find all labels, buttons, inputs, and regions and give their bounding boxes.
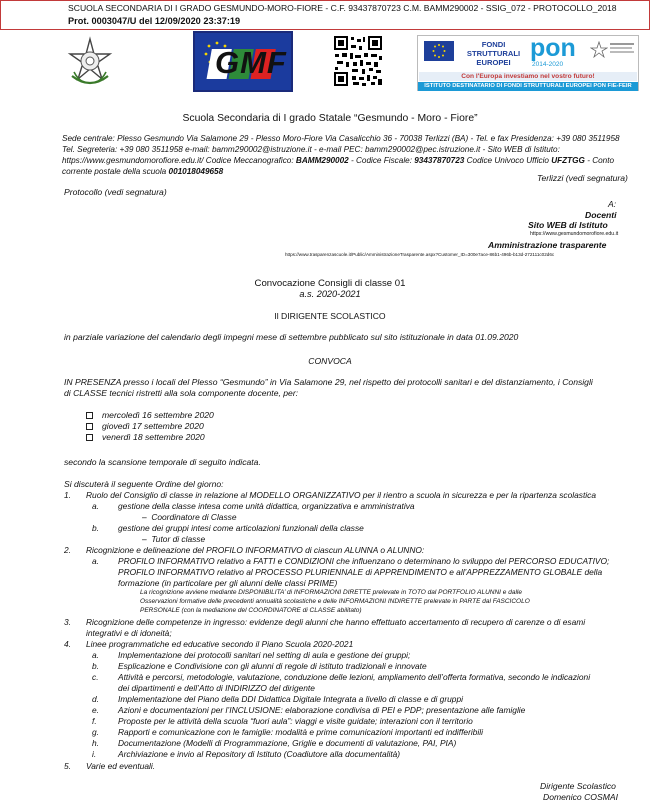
date-item: venerdì 18 settembre 2020 (86, 432, 205, 442)
agenda-note-3: PERSONALE (con la mediazione del COORDINATORE di CLASSE abilitato) (140, 607, 362, 614)
agenda-item-2: 2. Ricognizione e delineazione del PROFILO INFORMATIVO di ciascun ALUNNA o ALUNNO: (64, 545, 425, 555)
agenda-item-4: 4. Linee programmatiche ed educative secondo il Piano Scuola 2020-2021 (64, 639, 354, 649)
agenda-item-2a-line-3: formazione (in particolare per gli alunni delle classi PRIME) (118, 578, 338, 588)
school-info-line-2: Tel. Segreteria: +39 080 3511958 e-mail: bamm290002@istruzione.it - e-mail PEC: bamm290002@pec.istruzione.it - Sito WEB di Istituto: (62, 145, 560, 154)
pon-caption: ISTITUTO DESTINATARIO DI FONDI STRUTTURALI EUROPEI PON FIE-FEIR (424, 82, 632, 89)
agenda-item-1a-sub: – Coordinatore di Classe (142, 512, 237, 522)
agenda-intro: Si discuterà il seguente Ordine del giorno: (64, 479, 224, 489)
pon-logo-text: pon (530, 34, 576, 62)
agenda-item-1: 1. Ruolo del Consiglio di classe in relazione al MODELLO ORGANIZZATIVO per il rientro a scuola in sicurezza e per la ripartenza scolastica (64, 490, 596, 500)
agenda-subitem: h. Documentazione (Modelli di Programmazione, Griglie e documenti di valutazione, PAI, PIA) (92, 738, 457, 748)
date-item: mercoledì 16 settembre 2020 (86, 410, 214, 420)
date-item: giovedì 17 settembre 2020 (86, 421, 204, 431)
agenda-item-3-line-2: integrativi e di idoneità; (86, 628, 172, 638)
pon-banner (417, 35, 639, 91)
agenda-subitem: d. Implementazione del Piano della DDI Didattica Digitale Integrata a livello di classe e di gruppi (92, 694, 463, 704)
signature-role: Dirigente Scolastico (540, 781, 616, 791)
place-date: Terlizzi (vedi segnatura) (537, 173, 628, 183)
eu-flag-icon (424, 41, 454, 61)
gmf-logo (193, 31, 293, 92)
agenda-item-5: 5. Varie ed eventuali. (64, 761, 156, 771)
recipient-docenti: Docenti (585, 210, 617, 220)
fondi-title: FONDI STRUTTURALI EUROPEI (466, 40, 521, 67)
agenda-subitem: g. Rapporti e comunicazione con le famiglie: modalità e prime comunicazioni importanti ed indifferibili (92, 727, 483, 737)
recipient-sito: Sito WEB di Istituto (528, 220, 608, 230)
protocol-line-1: SCUOLA SECONDARIA DI I GRADO GESMUNDO-MORO-FIORE - C.F. 93437870723 C.M. BAMM290002 - SSIG_072 - PROTOCOLLO_2018 (68, 3, 617, 13)
school-info-line-4: corrente postale della scuola 001018049658 (62, 167, 224, 176)
agenda-item-1b-sub: – Tutor di classe (142, 534, 206, 544)
agenda-subitem: dei dipartimenti e dell’Atto di INDIRIZZO del dirigente (118, 683, 315, 693)
pon-years: 2014-2020 (532, 61, 564, 68)
agenda-item-2a: a. PROFILO INFORMATIVO relativo a FATTI e CONDIZIONI che influenzano o determinano lo sviluppo del PERCORSO EDUCATIVO; (92, 556, 610, 566)
intro-text: in parziale variazione del calendario degli impegni mese di settembre pubblicato sul sito istituzionale in data 01.09.2020 (64, 332, 519, 342)
agenda-subitem: e. Azioni e documentazioni per l’INCLUSIONE: elaborazione condivisa di PEI e PDP; presentazione alle famiglie (92, 705, 526, 715)
doc-school-year: a.s. 2020-2021 (299, 289, 361, 299)
schedule-note: secondo la scansione temporale di seguito indicata. (64, 457, 261, 467)
agenda-subitem: f. Proposte per le attività della scuola “fuori aula”: viaggi e visite guidate; interazioni con il territorio (92, 716, 473, 726)
agenda-item-1b: b. gestione dei gruppi intesi come articolazioni funzionali della classe (92, 523, 364, 533)
dirigente-heading: Il DIRIGENTE SCOLASTICO (274, 311, 386, 321)
convoca-heading: CONVOCA (308, 356, 352, 366)
agenda-subitem: a. Implementazione dei protocolli sanitari nel setting di aula e gestione dei gruppi; (92, 650, 411, 660)
europe-caption: Con l'Europa investiamo nel vostro futuro! (461, 73, 595, 80)
agenda-item-2a-line-2: PROFILO INFORMATIVO relativo al PROCESSO PLURIENNALE di APPRENDIMENTO e all’APPREZZAMENTO GLOBALE della (118, 567, 603, 577)
agenda-note-2: Osservazioni formative delle precedenti annualità scolastiche e delle INFORMAZIONI INDIRETTE prelevate in PARTE dal FASCICOLO (140, 598, 530, 605)
signature-name: Domenico COSMAI (543, 792, 618, 802)
checkbox-square-icon (86, 434, 93, 441)
amm-url-link[interactable]: https://www.trasparenzascuole.it/Public/AmministrazioneTrasparente.aspx?Customer_ID=300e7ace-86b1-496b-b13d-272111c02d6c (285, 252, 555, 257)
sito-url-link[interactable]: https://www.gesmundomorofiore.edu.it (530, 231, 619, 237)
doc-title: Convocazione Consigli di classe 01 (254, 278, 406, 289)
agenda-subitem: b. Esplicazione e Condivisione con gli alunni di regole di istituto tradizionali e innovate (92, 661, 427, 671)
presence-line-1: IN PRESENZA presso i locali del Plesso “Gesmundo” in Via Salamone 29, nel rispetto dei protocolli sanitari e del distanziamento, i Consigli (64, 377, 593, 387)
agenda-item-1a: a. gestione della classe intesa come unità didattica, organizzativa e amministrativa (92, 501, 415, 511)
agenda-subitem: i. Archiviazione e invio al Repository di Istituto (Coadiutore alla documentalità) (92, 749, 401, 759)
protocol-line-2: Prot. 0003047/U del 12/09/2020 23:37:19 (68, 16, 241, 26)
recipients-a: A: (608, 199, 617, 209)
protocol-stamp (0, 0, 650, 30)
recipient-amm-trasparente: Amministrazione trasparente (488, 240, 607, 250)
qr-code-icon (333, 35, 383, 87)
gmf-logo-letters: GMF (215, 45, 287, 80)
agenda-item-3: 3. Ricognizione delle competenze in ingresso: evidenze degli alunni che hanno effettuato accertamento di recupero di carenze o di esami (64, 617, 586, 627)
protocol-ref: Protocollo (vedi segnatura) (64, 187, 167, 197)
school-info-line-1: Sede centrale: Plesso Gesmundo Via Salamone 29 - Plesso Moro-Fiore Via Casalicchio 36 - 70038 Terlizzi (BA) - Tel. e fax Presidenza: +39 080 3511958 (62, 134, 620, 143)
checkbox-square-icon (86, 423, 93, 430)
agenda-note-1: La ricognizione avviene mediante DISPONIBILITA’ di INFORMAZIONI DIRETTE prelevate in TOTO dal PORTFOLIO ALUNNI e dalle (140, 589, 522, 596)
school-name: Scuola Secondaria di I grado Statale “Gesmundo - Moro - Fiore” (182, 113, 478, 124)
presence-line-2: di CLASSE tecnici ristretti alla sola componente docente, per: (64, 388, 299, 398)
school-info-line-3: https://www.gesmundomorofiore.edu.it/ Codice Meccanografico: BAMM290002 - Codice Fiscale: 93437870723 Codice Univoco Ufficio UFZTGG - Conto (62, 156, 615, 165)
republic-emblem-icon (64, 36, 116, 88)
checkbox-square-icon (86, 412, 93, 419)
agenda-subitem: c. Attività e percorsi, metodologie, valutazione, conduzione delle lezioni, ampliamento dell’offerta formativa, secondo le indicazioni (92, 672, 591, 682)
ministry-emblem-icon (590, 41, 608, 59)
